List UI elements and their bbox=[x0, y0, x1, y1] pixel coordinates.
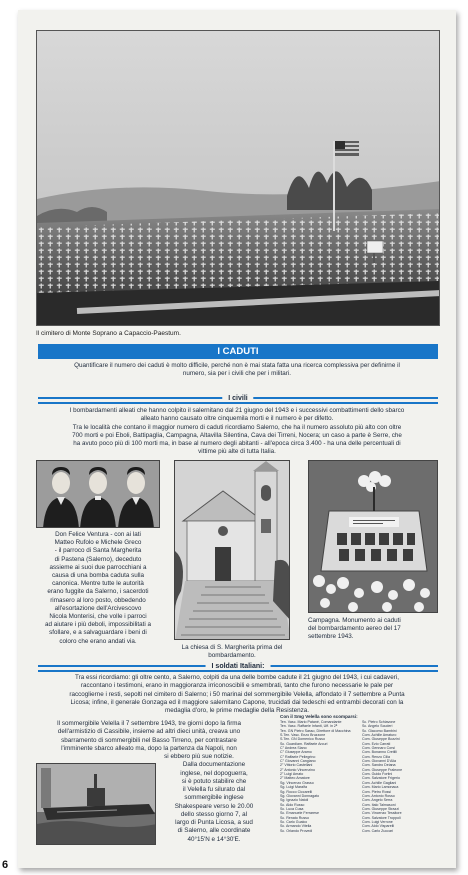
submarine-photo bbox=[36, 763, 156, 845]
priests-caption-line: rimasero al loro posto, obbedendo bbox=[50, 596, 146, 604]
crew-member: C° Raffaele Pellegrino bbox=[280, 754, 316, 759]
velella-line: l'imminente sbarco alleato ma, dopo la partenza da Napoli, non bbox=[61, 744, 237, 752]
soldati-line: Licosa; infine, il generale Gonzaga ed il maggiore salernitano Capone, trucidati dai tedeschi ed entrambi decorati con la bbox=[70, 698, 404, 706]
priests-caption-line: coloro che erano andati via. bbox=[59, 637, 137, 645]
monument-photo bbox=[308, 460, 438, 613]
crew-member: Com. Renzo Cilia bbox=[362, 754, 390, 759]
crew-member: Sc. Emanuele Ferrarese bbox=[280, 811, 319, 816]
velella-line: Dalla documentazione bbox=[182, 761, 246, 769]
crew-member: Com. Italo Talmasoni bbox=[362, 802, 396, 807]
velella-line: dell'armistizio di Cassibile, insieme ad altri dieci unità, creava uno bbox=[57, 728, 241, 736]
crew-member: Sc. Angelo Scuderi bbox=[362, 724, 393, 729]
crew-member: Com. Vincenzo Tessitore bbox=[362, 811, 402, 816]
crew-member: Ten. Vasc. Mario Patané, Comandante bbox=[280, 720, 342, 724]
crew-member: Com. Luigi Verrone bbox=[362, 819, 393, 824]
priests-caption-line: all'esortazione dell'Arcivescovo bbox=[54, 604, 142, 612]
crew-member: Com. Giovanni D'Alia bbox=[362, 759, 397, 764]
priests-caption-line: Nicola Monterisi, che volle i parroci bbox=[49, 613, 147, 621]
velella-line: si è potuto stabilire che bbox=[181, 777, 247, 785]
priests-caption bbox=[36, 531, 160, 646]
civili-line: vittime più alte di tutta Italia. bbox=[198, 448, 276, 456]
monument-caption-line: Campagna. Monumento ai caduti bbox=[308, 617, 401, 624]
civili-heading bbox=[38, 396, 438, 406]
velella-line: inglese, nel dopoguerra, bbox=[180, 769, 248, 777]
memorial-panel bbox=[18, 10, 456, 868]
monument-caption-line: settembre 1943. bbox=[308, 633, 354, 641]
crew-member: Com. Gennaro Corsi bbox=[362, 746, 395, 751]
church-caption-line: La chiesa di S. Margherita prima del bbox=[181, 644, 283, 651]
crew-member: Com. Ezio Carrati bbox=[362, 741, 391, 746]
crew-member: Com. Giuseppe Fraleone bbox=[362, 767, 403, 772]
crew-list-column-2 bbox=[362, 720, 446, 833]
crew-member: Com. Giuseppe Bozzini bbox=[362, 737, 400, 742]
crew-member: S.Ten. Vasc. Enzo Bruzzone bbox=[280, 733, 326, 738]
crew-member: Com. Bonanno Cretilli bbox=[362, 750, 397, 755]
civili-line: Tra le località che contano il maggior numero di caduti ricordiamo Salerno, che ha il numero assoluto più alto con oltre bbox=[72, 423, 402, 431]
intro-line: Quantificare il numero dei caduti è molto difficile, perché non è mai stata fatta una ricerca complessiva per definirne il bbox=[74, 362, 400, 369]
crew-member: Com. Angelo Serra bbox=[362, 798, 393, 803]
crew-member: S.Ten. GN Domenico Russo bbox=[280, 737, 325, 742]
crew-member: C° Giovanni Cangiano bbox=[280, 759, 316, 764]
crew-list-column-1 bbox=[280, 720, 364, 833]
crew-member: 2° Vittorio Castellani bbox=[280, 763, 313, 768]
crew-list-title: Con il Smg Velella sono scomparsi: bbox=[280, 714, 358, 719]
crew-member: Sc. Luca Cusa bbox=[280, 806, 304, 811]
crew-member: Ten. Vasc. Raffaele Infanti, Uff. in 2ª bbox=[280, 724, 338, 729]
crew-member: Com. Salvatore Troppoli bbox=[362, 815, 401, 820]
crew-member: Com. Giuseppe Strazzi bbox=[362, 806, 399, 811]
velella-line: si ebbero più sue notizie. bbox=[164, 753, 234, 760]
crew-member: 2° Luigi Amato bbox=[280, 772, 304, 777]
priests-caption-line: ad aiutare i più deboli, impossibilitati a bbox=[44, 621, 152, 629]
velella-line: il Velella fu silurato dal bbox=[182, 786, 246, 793]
church-photo bbox=[174, 460, 290, 640]
crew-member: Com. Achille Gagliani bbox=[362, 780, 397, 785]
soldati-heading-label: I soldati Italiani: bbox=[206, 663, 271, 670]
crew-member: Sc. Carlo Gualco bbox=[280, 819, 308, 824]
crew-member: Sg. Rocco Ciccarelli bbox=[280, 789, 313, 794]
priests-caption-line: assieme ai suoi due parrocchiani a bbox=[49, 563, 147, 571]
crew-member: Sc. Renato Russo bbox=[280, 815, 309, 820]
monument-caption bbox=[308, 617, 440, 642]
civili-line: 700 morti e poi Eboli, Battipaglia, Campagna, Altavilla Silentina, Cava dei Tirreni, Nocera; un caso a parte è Serre, che bbox=[72, 431, 402, 439]
soldati-line: raccoglierne i resti, sepolti nel cimitero di Salerno; i 50 marinai del sommergibile Velella, affondato il 7 settembre a Punta bbox=[69, 690, 405, 698]
crew-member: Sg. Ignazio Natoli bbox=[280, 798, 309, 803]
crew-member: Sc. Armando Vitella bbox=[280, 824, 312, 829]
velella-line: sommergibile inglese bbox=[184, 794, 244, 802]
crew-member: Sc. Guardiam. Raffaele Arcuri bbox=[280, 741, 328, 746]
velella-line: 40°15'N e 14°30'E. bbox=[187, 835, 241, 843]
velella-line: sbarramento di sommergibili nel Basso Tirreno, per contrastare bbox=[61, 736, 237, 744]
soldati-line: medaglia d'oro, le prime medaglie della Resistenza. bbox=[164, 707, 309, 715]
crew-member: 2° Antonio Vincenzino bbox=[280, 767, 315, 772]
church-caption-line: bombardamento. bbox=[208, 652, 256, 660]
crew-member: Sg. Vincenzo Grasso bbox=[280, 780, 314, 785]
velella-line: Il sommergibile Velella il 7 settembre 1943, tre giorni dopo la firma bbox=[56, 720, 242, 727]
velella-line: di Salerno, alle coordinate bbox=[177, 827, 251, 835]
velella-line: Shakespeare verso le 20.00 bbox=[174, 802, 254, 810]
crew-member: Sc. Orlando Provedi bbox=[280, 828, 313, 833]
crew-member: Sg. Luigi Maralfa bbox=[280, 785, 307, 790]
soldati-heading bbox=[38, 664, 438, 674]
crew-member: Sg. Giovanni Donnagato bbox=[280, 793, 320, 798]
crew-member: Com. Antonio Rosso bbox=[362, 793, 395, 798]
priests-caption-line: - il parroco di Santa Margherita bbox=[54, 547, 142, 555]
crew-member: Com. Sandro Deiana bbox=[362, 763, 396, 768]
cemetery-photo bbox=[36, 30, 440, 326]
civili-line: ha avuto poco più di 100 morti ma, in base al numero degli abitanti - all'epoca circa 3.400 - ha una delle percentuali di bbox=[73, 440, 401, 448]
crew-member: Com. Guido Fortini bbox=[362, 772, 393, 777]
civili-line: alleato hanno causato oltre cinquemila morti e il numero è per difetto. bbox=[140, 415, 334, 423]
crew-member: Com. Carlo Zuccari bbox=[362, 828, 393, 833]
intro-line: numero, sia per i civili che per i militari. bbox=[182, 370, 292, 378]
priests-caption-line: causa di una bomba caduta sulla bbox=[51, 572, 145, 580]
soldati-line: Tra essi ricordiamo: gli oltre cento, a Salerno, colpiti da una delle bombe cadute il 21 giugno del 1943, i cui cadaveri, bbox=[75, 674, 399, 681]
civili-line: I bombardamenti alleati che hanno colpito il salernitano dal 21 giugno del 1943 e i successivi combattimenti dello sbarco bbox=[69, 407, 405, 414]
crew-member: Sc. Pietro Schiavone bbox=[362, 720, 396, 724]
section-title-banner: I CADUTI bbox=[38, 344, 438, 359]
crew-member: 2° Matteo Amatore bbox=[280, 776, 310, 781]
crew-member: Sc. Giacomo Bambini bbox=[362, 728, 397, 733]
civili-heading-label: I civili bbox=[222, 395, 253, 402]
monument-caption-line: del bombardamento aereo del 17 bbox=[308, 625, 401, 633]
soldati-line: raccontano i testimoni, erano in maggioranza irriconoscibili e smembrati, tanto che furono necessarie le pale per bbox=[80, 682, 394, 690]
crew-member: Com. Achille Amaturo bbox=[362, 733, 397, 738]
crew-member: Com. Aldo Visparelli bbox=[362, 824, 395, 829]
church-caption bbox=[174, 644, 290, 660]
cemetery-photo-caption: Il cimitero di Monte Soprano a Capaccio-Paestum. bbox=[36, 330, 181, 337]
crew-member: C° Giuseppe Aramo bbox=[280, 750, 312, 755]
crew-member: Com. Salvatore Frigerio bbox=[362, 776, 400, 781]
priests-caption-line: erano fuggite da Salerno, i sacerdoti bbox=[47, 588, 149, 596]
priests-caption-line: Matteo Rufolo e Michele Greco bbox=[54, 539, 142, 547]
velella-line: largo di Punta Licosa, a sud bbox=[175, 819, 253, 826]
priests-photo bbox=[36, 460, 160, 528]
crew-member: Com. Pietro Rossi bbox=[362, 789, 391, 794]
page-number: 6 bbox=[2, 859, 9, 871]
velella-line: dello stesso giorno 7, al bbox=[180, 810, 248, 818]
priests-caption-line: canonica. Mentre tutte le autorità bbox=[52, 580, 144, 588]
crew-member: Sc. Aldo Russo bbox=[280, 802, 305, 807]
intro-text bbox=[26, 362, 448, 379]
soldati-text bbox=[30, 674, 444, 715]
priests-caption-line: Don Felice Ventura - con ai lati bbox=[55, 531, 141, 538]
crew-member: Com. Mario Lamonaca bbox=[362, 785, 399, 790]
priests-caption-line: sfollare, e a salvaguardare i beni di bbox=[49, 629, 147, 637]
priests-caption-line: di Pastena (Salerno), deceduto bbox=[54, 555, 142, 563]
crew-member: Ten. GN Pietro Sasso, Direttore di Macchina bbox=[280, 728, 351, 733]
civili-text bbox=[30, 407, 444, 457]
crew-member: C° Andrea Siano bbox=[280, 746, 307, 751]
